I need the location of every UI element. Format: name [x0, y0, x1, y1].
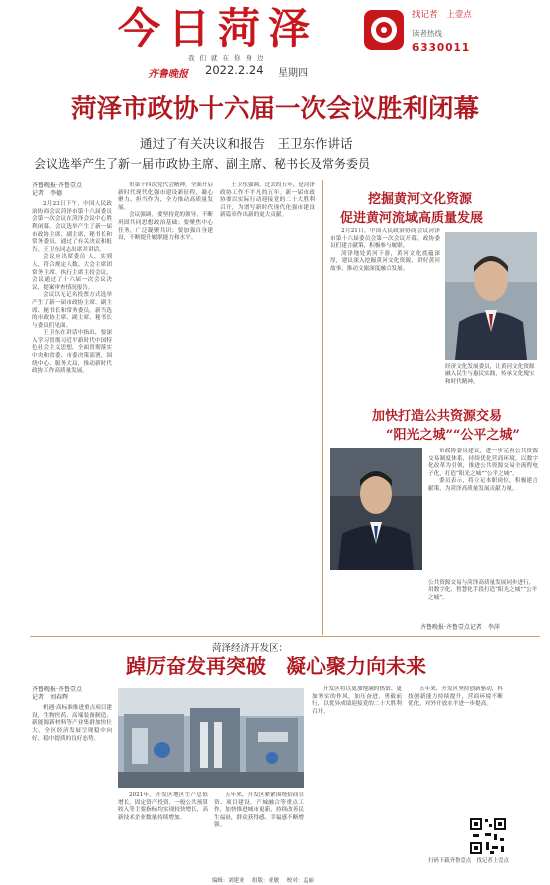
editor-name: 刘建业 — [228, 878, 245, 884]
lead-paragraph: 会议以无记名投票方式选举产生了新一届市政协主席、副主席、秘书长和常务委员。新当选的市政协主席、副主席、秘书长与委员们见面。 — [32, 292, 112, 329]
lead-body-center — [118, 182, 213, 632]
lead-body-left — [32, 182, 112, 632]
proof-name: 孟丽 — [302, 878, 314, 884]
bottom-body-1 — [32, 686, 112, 874]
portrait-caption-2: 公共资源交易与菏泽高质量发展同步进行，用数字化、智慧化手段打造“阳光之城”“公平之城”。 — [428, 580, 538, 601]
bottom-body-5 — [408, 686, 503, 810]
right-story-1-headline-1: 挖掘黄河文化资源 — [368, 192, 473, 207]
bottom-paragraph: 五年来，开发区紧紧围绕招商引资、项目建设、产城融合等重点工作，加快推进城市更新，持续改善民生福祉，群众获得感、幸福感不断增强。 — [214, 792, 304, 829]
lead-paragraph: 会议应出席委员 人，实到 人，符合规定人数。大会主席团常务主席、执行主席主持会议，会议通过了十六届一次会议决议、提案审查情况报告。 — [32, 254, 112, 291]
portrait-photo-2 — [330, 448, 422, 570]
masthead-title: 今日菏泽 — [118, 4, 319, 53]
right-story-2-headline-1: 加快打造公共资源交易 — [372, 409, 503, 424]
right-story-1-headline-2: 促进黄河流域高质量发展 — [340, 211, 484, 226]
center-paragraph: 会议强调，要坚持党的领导，不断巩固共同思想政治基础；要聚焦中心任务，广泛凝聚共识；要加强自身建设，不断提升履职能力和水平。 — [118, 212, 213, 242]
hotline-number: 6330011 — [412, 42, 471, 54]
lead-byline-1: 齐鲁晚报·齐鲁壹点 — [32, 182, 82, 189]
page-footer — [212, 876, 314, 884]
editor-label: 编辑： — [212, 878, 229, 884]
masthead-slogan: 我们就在你身边 — [188, 54, 269, 62]
designer-name: 亚敏 — [268, 878, 280, 884]
portrait-caption-1: 经济文化发展委员，让黄河文化资源融入民生与惠民实践，传承文化瑰宝和时代精神。 — [445, 364, 535, 385]
bottom-paragraph: 五年来，开发区坚持创新驱动，科技创新能力持续提升，营商环境不断优化，对外开放水平进一步提高。 — [408, 686, 503, 708]
column-divider — [322, 180, 323, 635]
right-story-2-byline: 齐鲁晚报·齐鲁壹点记者 李萍 — [420, 624, 500, 631]
bottom-paragraph: 机遇·高标准推进重点项目建设，生物医药、高端装备制造、新能源新材料等产业集群加快壮大，全区经济发展呈现稳中向好、稳中提质的良好态势。 — [32, 705, 112, 742]
lead-byline-2: 记者 李德 — [32, 189, 63, 197]
right-1-paragraph: 2月21日，中国人民政治协商会议菏泽市第十六届委员会第一次会议开幕，政协委员们建言献策，积极参与履职。 — [330, 228, 440, 250]
factory-photo — [118, 688, 304, 788]
bottom-body-3 — [214, 792, 304, 874]
hotline-prefix: 找记者 — [412, 10, 438, 20]
bottom-headline: 踔厉奋发再突破 凝心聚力向未来 — [126, 654, 426, 678]
qr-code[interactable] — [468, 816, 508, 856]
center-paragraph: 王卫东强调，过去的五年，是菏泽政协工作不平凡的五年。新一届市政协要以实际行动迎接党的二十大胜利召开，为谱写新时代现代化强市建设新篇章作出新的更大贡献。 — [220, 182, 315, 219]
right-story-2-body — [428, 448, 538, 578]
right-story-1-body — [330, 228, 440, 398]
designer-label: 组版： — [252, 878, 269, 884]
masthead — [0, 0, 550, 90]
bottom-body-2 — [118, 792, 208, 874]
issue-date: 2022.2.24 — [205, 63, 264, 77]
lead-subhead-2: 会议选举产生了新一届市政协主席、副主席、秘书长及常务委员 — [34, 157, 371, 171]
right-2-paragraph: 委员表示，将立足本职岗位，积极建言献策，为菏泽高质量发展贡献力量。 — [428, 478, 538, 492]
lead-body-center-2 — [220, 182, 315, 632]
portrait-photo-1 — [445, 232, 537, 360]
bottom-body-4 — [312, 686, 402, 874]
bottom-paragraph: 开发区将以更加饱满的热情、更加务实的作风，加压奋进、勇毅前行，以优异成绩迎接党的二十大胜利召开。 — [312, 686, 402, 715]
lead-paragraph: 2月23日下午，中国人民政治协商会议菏泽市第十六届委员会第一次会议在菏泽会议中心胜利闭幕。会议选举产生了新一届市政协主席、副主席、秘书长和常务委员，通过了有关决议和报告。王卫东同志出席并讲话。 — [32, 201, 112, 253]
center-paragraph: 市第十四次党代会精神，全面开启新时代现代化强市建设新征程，凝心聚力、担当作为，全力推动高质量发展。 — [118, 182, 213, 211]
right-2-paragraph: 市政协委员建议，进一步完善公共资源交易制度体系，持续优化营商环境，以数字化改革为引领，推进公共资源交易全流程电子化，打造“阳光之城”“公平之城”。 — [428, 448, 538, 477]
publisher-logo: 齐鲁晚报 — [148, 69, 188, 80]
bottom-paragraph: 2021年，开发区地区生产总值增长，固定资产投资、一般公共预算收入等主要指标均实现较快增长，高新技术企业数量持续增加。 — [118, 792, 208, 821]
bottom-kicker: 菏泽经济开发区： — [212, 643, 289, 654]
readers-line: 读者热线 — [412, 29, 442, 38]
section-divider — [30, 636, 540, 637]
proof-label: 校对： — [286, 878, 303, 884]
bottom-byline-2: 记者 刘春辉 — [32, 693, 69, 701]
qr-caption: 扫码下载齐鲁壹点 找记者上壹点 — [428, 858, 509, 864]
hotline-icon — [360, 6, 408, 54]
hotline-action: 上壹点 — [446, 10, 472, 20]
hotline-box — [360, 4, 530, 62]
right-story-2-headline-2: “阳光之城”“公平之城” — [386, 428, 520, 443]
lead-headline: 菏泽市政协十六届一次会议胜利闭幕 — [70, 94, 479, 124]
lead-subhead-1: 通过了有关决议和报告 王卫东作讲话 — [140, 136, 353, 151]
lead-paragraph: 王卫东在讲话中指出，要深入学习贯彻习近平新时代中国特色社会主义思想，全面贯彻落实中央和省委、市委决策部署，围绕中心、服务大局，推动新时代政协工作高质量发展。 — [32, 330, 112, 375]
bottom-byline-1: 齐鲁晚报·齐鲁壹点 — [32, 686, 82, 693]
right-1-paragraph: 菏泽地处黄河下游，黄河文化底蕴深厚，建议深入挖掘黄河文化资源，讲好黄河故事，推动文旅深度融合发展。 — [330, 250, 440, 272]
issue-weekday: 星期四 — [278, 68, 308, 79]
